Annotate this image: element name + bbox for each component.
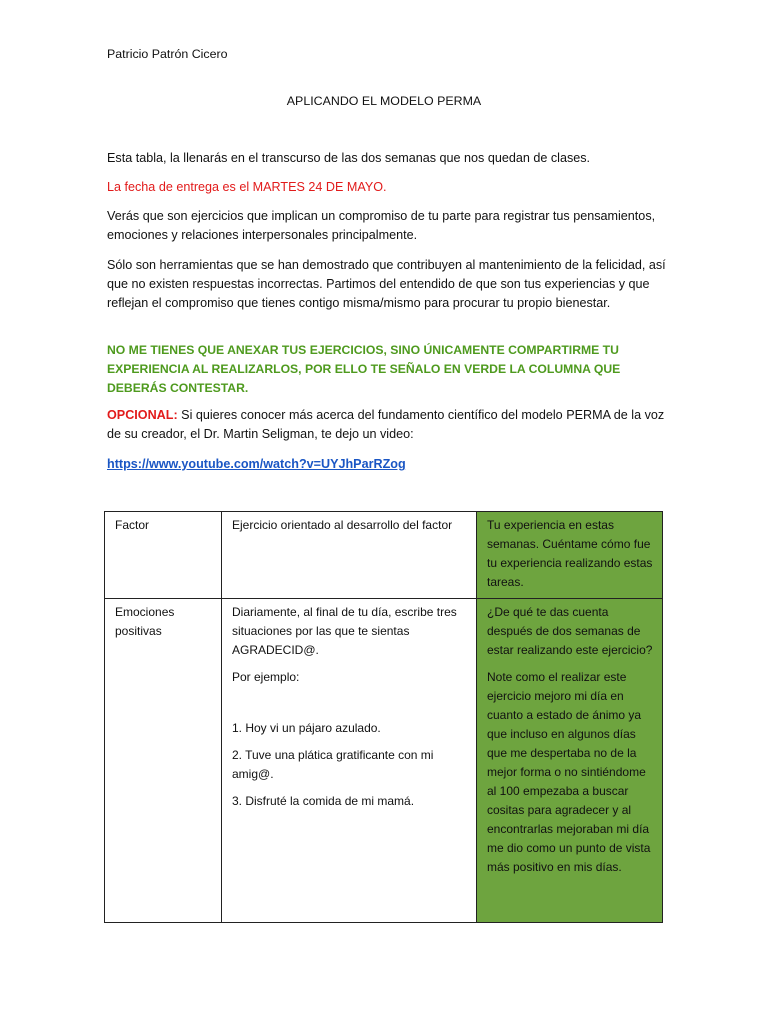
- exercise-intro: Diariamente, al final de tu día, escribe tres situaciones por las que te sientas AGRADECID@.: [232, 605, 457, 657]
- intro-paragraph: Esta tabla, la llenarás en el transcurso de las dos semanas que nos quedan de clases.: [107, 151, 591, 165]
- author-name: Patricio Patrón Cicero: [107, 47, 228, 61]
- factor-cell: Emociones positivas: [105, 599, 222, 923]
- video-link[interactable]: https://www.youtube.com/watch?v=UYJhParRZog: [107, 457, 406, 471]
- example-item: 1. Hoy vi un pájaro azulado.: [232, 721, 381, 735]
- optional-label: OPCIONAL:: [107, 408, 178, 422]
- spacer: [232, 695, 469, 719]
- example-item: 3. Disfruté la comida de mi mamá.: [232, 794, 415, 808]
- reflection-question: ¿De qué te das cuenta después de dos semanas de estar realizando este ejercicio?: [487, 605, 653, 657]
- optional-paragraph: [107, 406, 667, 444]
- table-header-row: [105, 512, 663, 599]
- header-factor: Factor: [105, 512, 222, 599]
- exercise-cell: [222, 599, 477, 923]
- document-title: APLICANDO EL MODELO PERMA: [286, 94, 482, 108]
- deadline-notice: La fecha de entrega es el MARTES 24 DE MAYO.: [107, 180, 387, 194]
- header-experience: Tu experiencia en estas semanas. Cuéntame cómo fue tu experiencia realizando estas tareas.: [477, 512, 663, 599]
- perma-table: [104, 511, 663, 923]
- experience-cell: [477, 599, 663, 923]
- instructions-paragraph: Verás que son ejercicios que implican un compromiso de tu parte para registrar tus pensamientos, emociones y relaciones interpersonales principalmente.: [107, 209, 656, 242]
- tools-paragraph: Sólo son herramientas que se han demostrado que contribuyen al mantenimiento de la felicidad, así que no existen respuestas incorrectas. Partimos del entendido de que son tus experiencias y que reflejan el compromiso que tienes contigo misma/mismo para procurar tu propio bienestar.: [107, 258, 666, 310]
- header-exercise: Ejercicio orientado al desarrollo del factor: [222, 512, 477, 599]
- example-label: Por ejemplo:: [232, 670, 300, 684]
- table-row: [105, 599, 663, 923]
- green-column-notice: NO ME TIENES QUE ANEXAR TUS EJERCICIOS, SINO ÚNICAMENTE COMPARTIRME TU EXPERIENCIA AL REALIZARLOS, POR ELLO TE SEÑALO EN VERDE LA COLUMNA QUE DEBERÁS CONTESTAR.: [107, 343, 621, 395]
- optional-text: Si quieres conocer más acerca del fundamento científico del modelo PERMA de la voz de su creador, el Dr. Martin Seligman, te dejo un video:: [107, 408, 665, 441]
- example-item: 2. Tuve una plática gratificante con mi amig@.: [232, 748, 434, 781]
- student-answer: Note como el realizar este ejercicio mejoro mi día en cuanto a estado de ánimo ya que incluso en algunos días que me despertaba no de la mejor forma o no sintiéndome al 100 empezaba a buscar cositas para agradecer y al encontrarlas mejoraban mi día me dio como un punto de vista más positivo en mis días.: [487, 670, 651, 874]
